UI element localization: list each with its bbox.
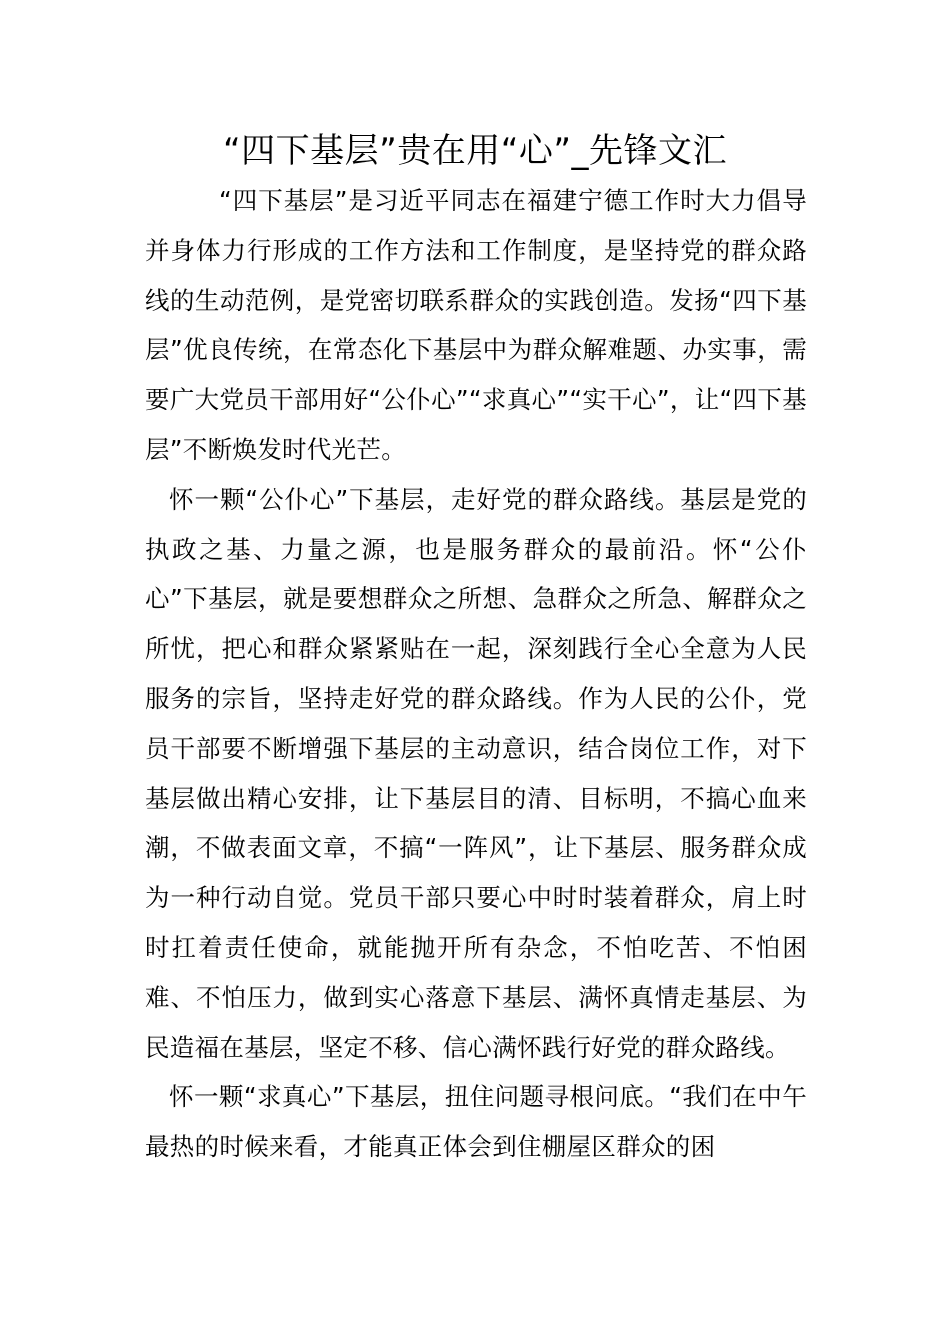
paragraph-qiuzhen: 怀一颗“求真心”下基层，扭住问题寻根问底。“我们在中午最热的时候来看，才能真正体会到住棚屋区群众的困 xyxy=(145,1082,807,1162)
document-body xyxy=(145,176,807,1172)
paragraph-gongpu: 怀一颗“公仆心”下基层，走好党的群众路线。基层是党的执政之基、力量之源，也是服务群众的最前沿。怀“公仆心”下基层，就是要想群众之所想、急群众之所急、解群众之所忧，把心和群众紧紧贴在一起，深刻践行全心全意为人民服务的宗旨，坚持走好党的群众路线。作为人民的公仆，党员干部要不断增强下基层的主动意识，结合岗位工作，对下基层做出精心安排，让下基层目的清、目标明，不搞心血来潮，不做表面文章，不搞“一阵风”，让下基层、服务群众成为一种行动自觉。党员干部只要心中时时装着群众，肩上时时扛着责任使命，就能抛开所有杂念，不怕吃苦、不怕困难、不怕压力，做到实心落意下基层、满怀真情走基层、为民造福在基层，坚定不移、信心满怀践行好党的群众路线。 xyxy=(145,484,807,1062)
paragraph-intro: “四下基层”是习近平同志在福建宁德工作时大力倡导并身体力行形成的工作方法和工作制度，是坚持党的群众路线的生动范例，是党密切联系群众的实践创造。发扬“四下基层”优良传统，在常态化下基层中为群众解难题、办实事，需要广大党员干部用好“公仆心”“求真心”“实干心”，让“四下基层”不断焕发时代光芒。 xyxy=(145,186,807,464)
document-title: “四下基层”贵在用“心”_先锋文汇 xyxy=(223,131,727,171)
